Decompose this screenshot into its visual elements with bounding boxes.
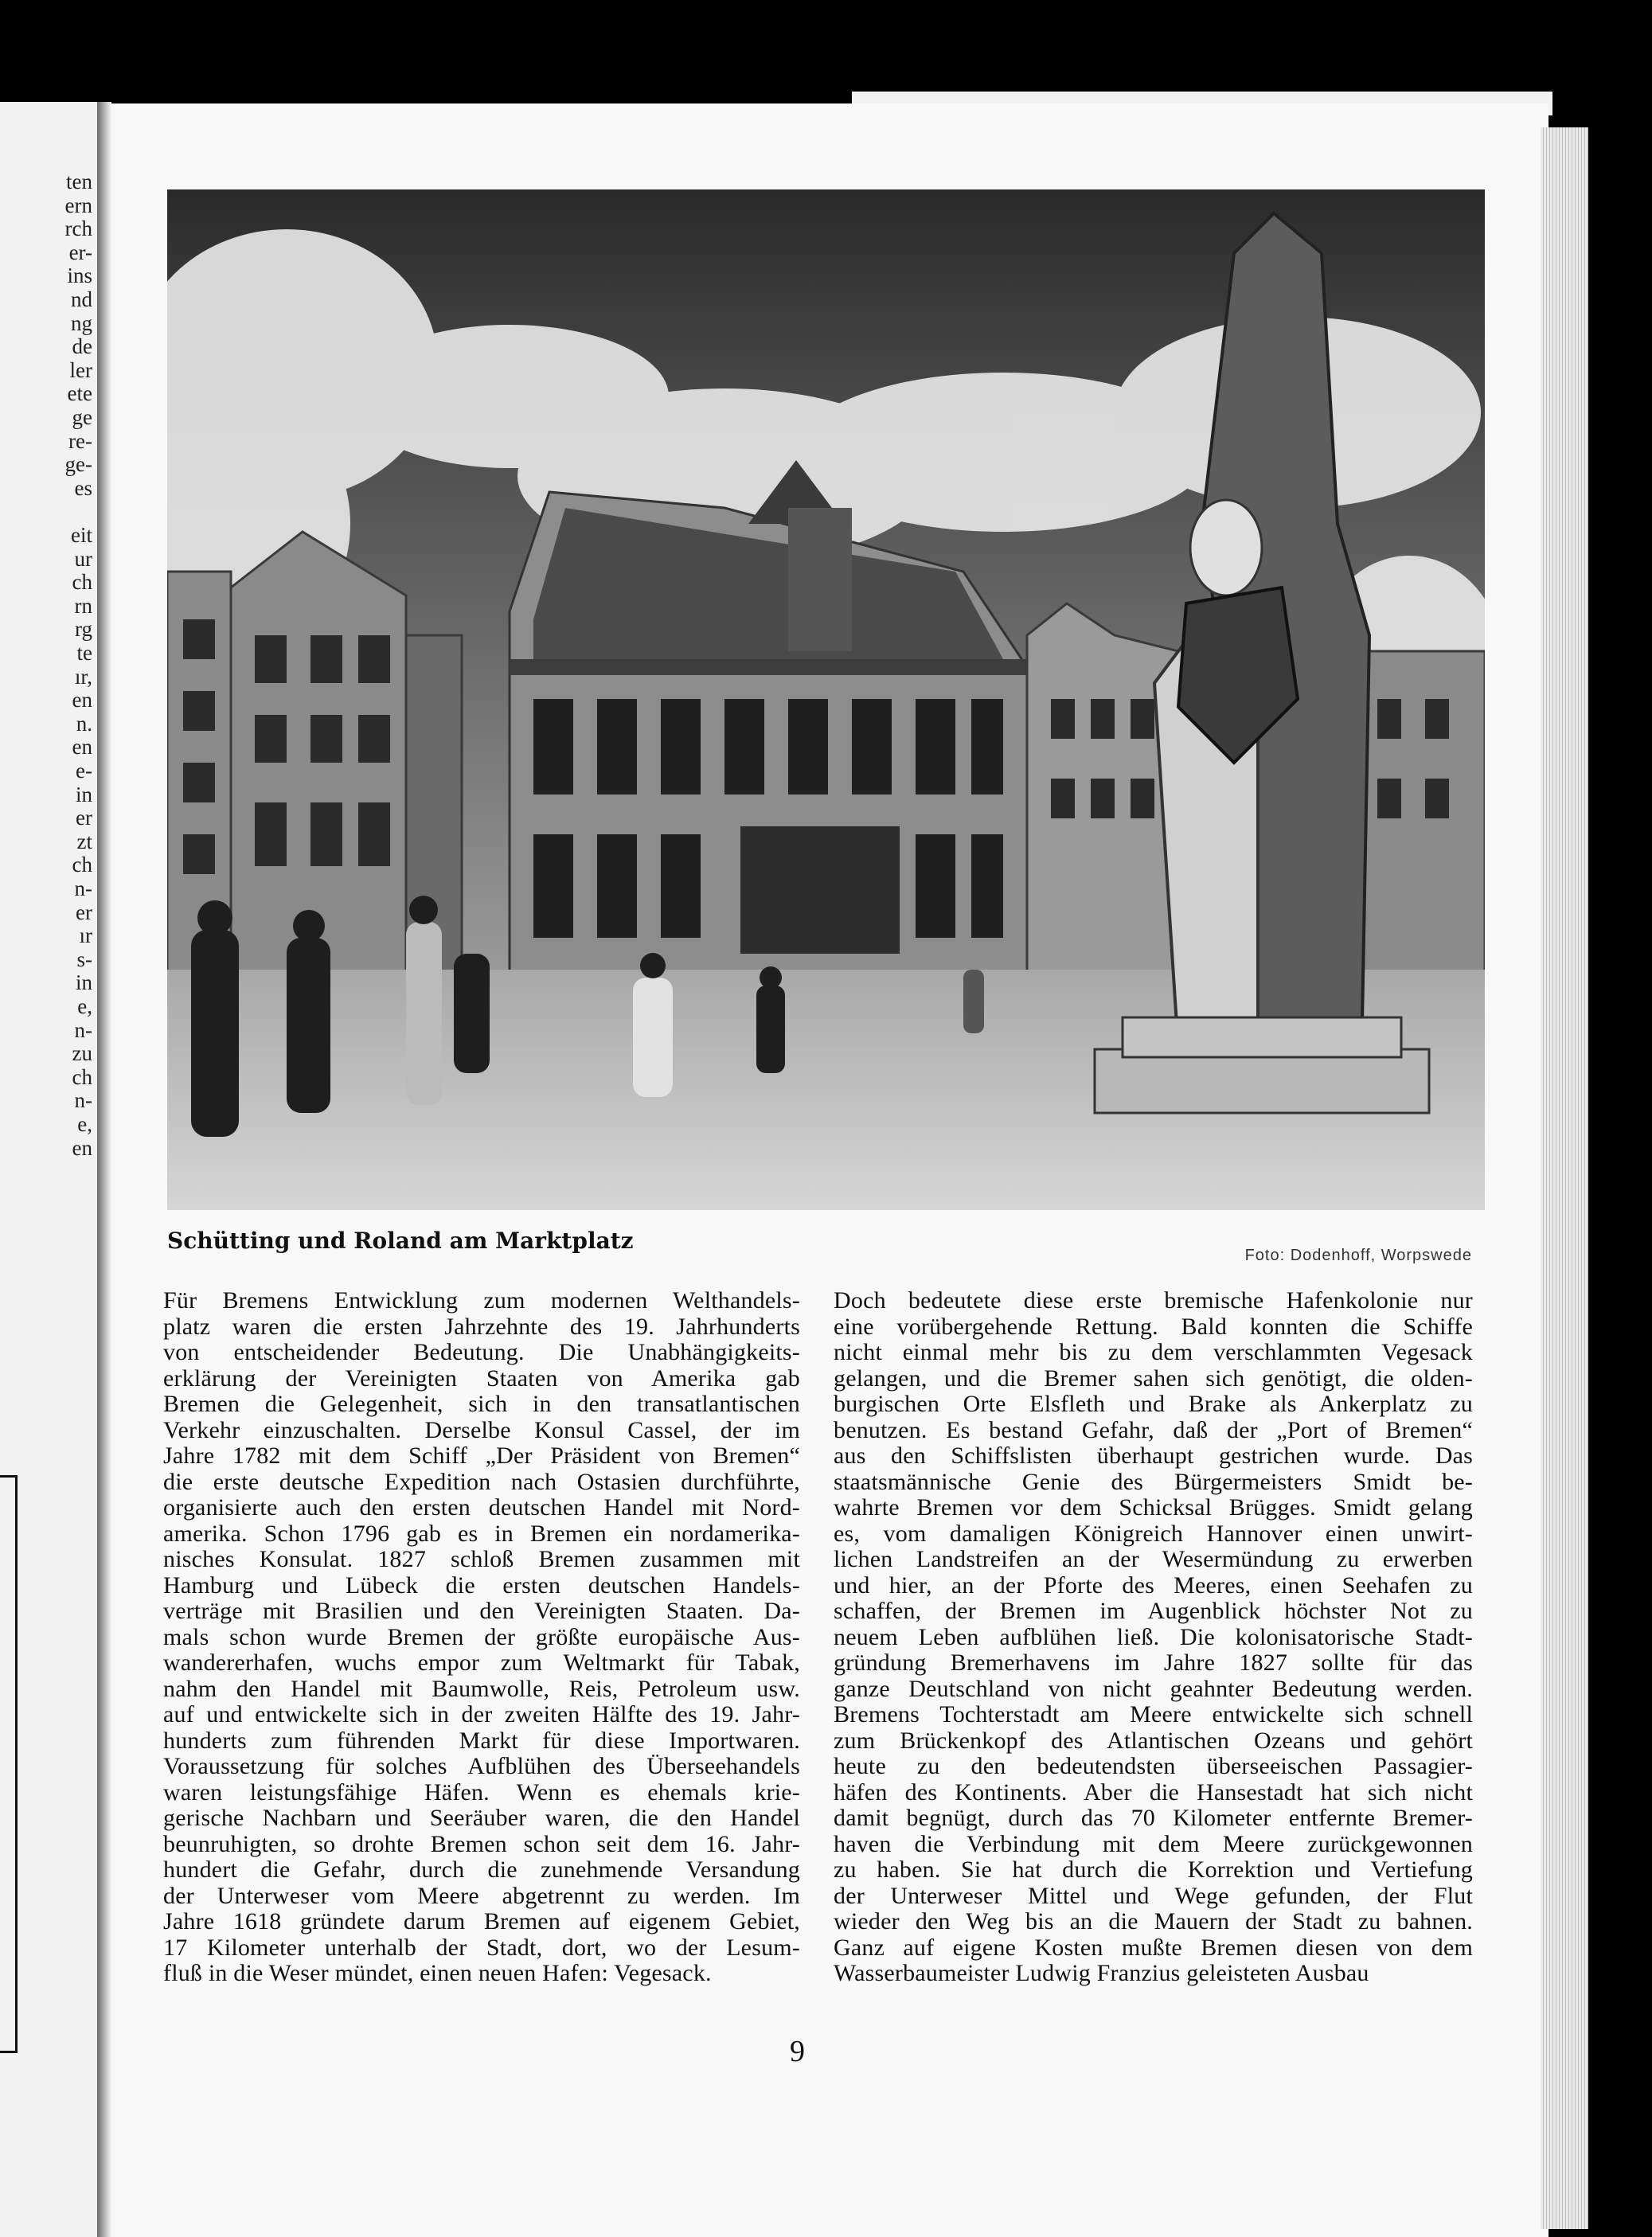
left-page-fragment: ır	[79, 923, 92, 948]
text-line: haven die Verbindung mit dem Meere zurückgewonnen	[834, 1831, 1473, 1857]
left-page-fragment: en	[72, 1135, 92, 1160]
photo-schuetting-roland	[167, 189, 1485, 1210]
text-line: benutzen. Es bestand Gefahr, daß der „Port of Bremen“	[834, 1417, 1473, 1443]
text-line: Verkehr einzuschalten. Derselbe Konsul Cassel, der im	[163, 1417, 800, 1443]
left-page-fragment: ur	[74, 546, 92, 571]
left-page-fragment: in	[75, 782, 92, 806]
body-column-right	[834, 1288, 1473, 1987]
left-page-fragment: ten	[66, 170, 92, 193]
text-line: und hier, an der Pforte des Meeres, einen Seehafen zu	[834, 1572, 1473, 1599]
left-page-fragment: n-	[74, 1088, 92, 1113]
left-page-fragment: er	[76, 806, 92, 830]
left-page-fragment: ler	[69, 357, 92, 382]
text-line: die erste deutsche Expedition nach Ostasien durchführte,	[163, 1469, 800, 1495]
text-line: gründung Bremerhavens im Jahre 1827 sollte für das	[834, 1650, 1473, 1676]
left-page-fragment: rch	[64, 217, 92, 241]
text-line: häfen des Kontinents. Aber die Hansestadt hat sich nicht	[834, 1779, 1473, 1806]
left-facing-page	[0, 102, 97, 2237]
text-line: burgischen Orte Elsfleth und Brake als Ankerplatz zu	[834, 1392, 1473, 1417]
text-line: waren leistungsfähige Häfen. Wenn es ehemals krie-	[163, 1779, 800, 1806]
left-page-fragment: es	[74, 475, 92, 500]
photo-illustration	[167, 189, 1485, 1210]
left-page-fragment: ch	[72, 1064, 92, 1089]
text-line: Für Bremens Entwicklung zum modernen Welthandels-	[163, 1288, 800, 1314]
text-line: ganze Deutschland von nicht geahnter Bedeutung werden.	[834, 1676, 1473, 1702]
text-line: hunderts zum führenden Markt für diese Importwaren.	[163, 1728, 800, 1754]
left-page-fragment: re-	[68, 428, 92, 453]
left-page-fragment: n.	[76, 711, 92, 736]
left-page-fragment: rn	[74, 593, 92, 618]
text-line: wahrte Bremen vor dem Schicksal Brügges. Smidt gelang	[834, 1495, 1473, 1521]
body-column-left	[163, 1288, 800, 1987]
left-page-fragment: e,	[77, 994, 92, 1018]
text-line: amerika. Schon 1796 gab es in Bremen ein nordamerika-	[163, 1521, 800, 1547]
photo-credit: Foto: Dodenhoff, Worpswede	[1244, 1247, 1472, 1264]
text-line: Hamburg und Lübeck die ersten deutschen Handels-	[163, 1572, 800, 1599]
text-line: staatsmännische Genie des Bürgermeisters Smidt be-	[834, 1469, 1473, 1495]
text-line: Jahre 1618 gründete darum Bremen auf eigenem Gebiet,	[163, 1909, 800, 1934]
left-page-fragment: e,	[77, 1112, 92, 1136]
text-line: auf und entwickelte sich in der zweiten Hälfte des 19. Jahr-	[163, 1702, 800, 1728]
text-line: es, vom damaligen Königreich Hannover einen unwirt-	[834, 1521, 1473, 1547]
left-page-fragment: ge-	[64, 452, 92, 477]
left-page-fragment: er-	[68, 240, 92, 264]
text-line: mals schon wurde Bremen der größte europäische Aus-	[163, 1624, 800, 1650]
left-page-fragment: en	[72, 735, 92, 759]
left-page-fragment: s-	[76, 947, 92, 971]
text-line: nahm den Handel mit Baumwolle, Reis, Petroleum usw.	[163, 1676, 800, 1702]
left-page-frame-box	[0, 1475, 18, 2053]
text-line: von entscheidender Bedeutung. Die Unabhängigkeits-	[163, 1340, 800, 1365]
text-line: platz waren die ersten Jahrzehnte des 19. Jahrhunderts	[163, 1314, 800, 1340]
left-page-fragment: zt	[76, 829, 92, 853]
left-page-fragment: te	[76, 641, 92, 665]
photo-caption-title: Schütting und Roland am Marktplatz	[167, 1228, 634, 1254]
left-page-fragment: de	[72, 334, 92, 359]
left-page-fragment: e-	[76, 759, 92, 783]
text-line: nicht einmal mehr bis zu dem verschlammten Vegesack	[834, 1340, 1473, 1365]
left-page-fragment: er	[76, 900, 92, 924]
text-line: gelangen, und die Bremer sahen sich genötigt, die olden-	[834, 1365, 1473, 1392]
text-line: eine vorübergehende Rettung. Bald konnten die Schiffe	[834, 1314, 1473, 1340]
text-line: zum Brückenkopf des Atlantischen Ozeans und gehört	[834, 1728, 1473, 1754]
text-line: heute zu den bedeutendsten überseeischen Passagier-	[834, 1754, 1473, 1779]
text-line: verträge mit Brasilien und den Vereinigten Staaten. Da-	[163, 1599, 800, 1624]
text-line: der Unterweser vom Meere abgetrennt zu werden. Im	[163, 1883, 800, 1909]
text-line: neuem Leben aufblühen ließ. Die kolonisatorische Stadt-	[834, 1624, 1473, 1650]
text-line: wandererhafen, wuchs empor zum Weltmarkt für Tabak,	[163, 1650, 800, 1676]
text-line: Ganz auf eigene Kosten mußte Bremen diesen von dem	[834, 1934, 1473, 1961]
text-line: Wasserbaumeister Ludwig Franzius geleisteten Ausbau	[834, 1961, 1369, 1986]
text-line: organisierte auch den ersten deutschen Handel mit Nord-	[163, 1495, 800, 1521]
page-number: 9	[790, 2035, 805, 2068]
text-line: hundert die Gefahr, durch die zunehmende Versandung	[163, 1857, 800, 1883]
left-page-fragment: rg	[74, 617, 92, 642]
text-line: damit begnügt, durch das 70 Kilometer entfernte Bremer-	[834, 1806, 1473, 1831]
left-page-fragment: ins	[67, 264, 92, 288]
left-page-fragment: ete	[67, 381, 92, 406]
text-line: gerische Nachbarn und Seeräuber waren, die den Handel	[163, 1806, 800, 1831]
left-page-fragment: en	[72, 688, 92, 712]
text-line: 17 Kilometer unterhalb der Stadt, dort, wo der Lesum-	[163, 1934, 800, 1961]
text-line: wieder den Weg bis an die Mauern der Stadt zu bahnen.	[834, 1909, 1473, 1934]
book-gutter	[97, 102, 111, 2237]
text-line: zu haben. Sie hat durch die Korrektion und Vertiefung	[834, 1857, 1473, 1883]
left-page-fragment: ern	[64, 193, 92, 217]
text-line: lichen Landstreifen an der Wesermündung zu erwerben	[834, 1547, 1473, 1572]
text-line: Jahre 1782 mit dem Schiff „Der Präsident von Bremen“	[163, 1443, 800, 1469]
text-line: beunruhigten, so drohte Bremen schon seit dem 16. Jahr-	[163, 1831, 800, 1857]
text-line: erklärung der Vereinigten Staaten von Amerika gab	[163, 1365, 800, 1392]
text-line: aus den Schiffslisten überhaupt gestrichen wurde. Das	[834, 1443, 1473, 1469]
left-page-fragment: zu	[72, 1041, 92, 1066]
left-page-fragment: n-	[74, 1017, 92, 1042]
left-page-fragment: ge	[72, 405, 92, 429]
text-line: Doch bedeutete diese erste bremische Hafenkolonie nur	[834, 1288, 1473, 1314]
left-page-fragment: nd	[71, 287, 92, 311]
left-page-fragment: ch	[72, 570, 92, 595]
left-page-fragment: n-	[74, 876, 92, 900]
left-page-fragment: ch	[72, 853, 92, 877]
page-stack-edge	[1541, 127, 1588, 2229]
text-line: Voraussetzung für solches Aufblühen des Überseehandels	[163, 1754, 800, 1779]
left-page-fragment: ır,	[74, 664, 92, 689]
left-page-fragment: eit	[71, 523, 92, 547]
text-line: nisches Konsulat. 1827 schloß Bremen zusammen mit	[163, 1547, 800, 1572]
text-line: Bremens Tochterstadt am Meere entwickelte sich schnell	[834, 1702, 1473, 1728]
text-line: Bremen die Gelegenheit, sich in den transatlantischen	[163, 1392, 800, 1417]
text-line: fluß in die Weser mündet, einen neuen Hafen: Vegesack.	[163, 1961, 712, 1986]
text-line: der Unterweser Mittel und Wege gefunden, der Flut	[834, 1883, 1473, 1909]
text-line: schaffen, der Bremen im Augenblick höchster Not zu	[834, 1599, 1473, 1624]
left-page-fragment: ng	[71, 310, 92, 335]
left-page-fragment: in	[75, 970, 92, 995]
